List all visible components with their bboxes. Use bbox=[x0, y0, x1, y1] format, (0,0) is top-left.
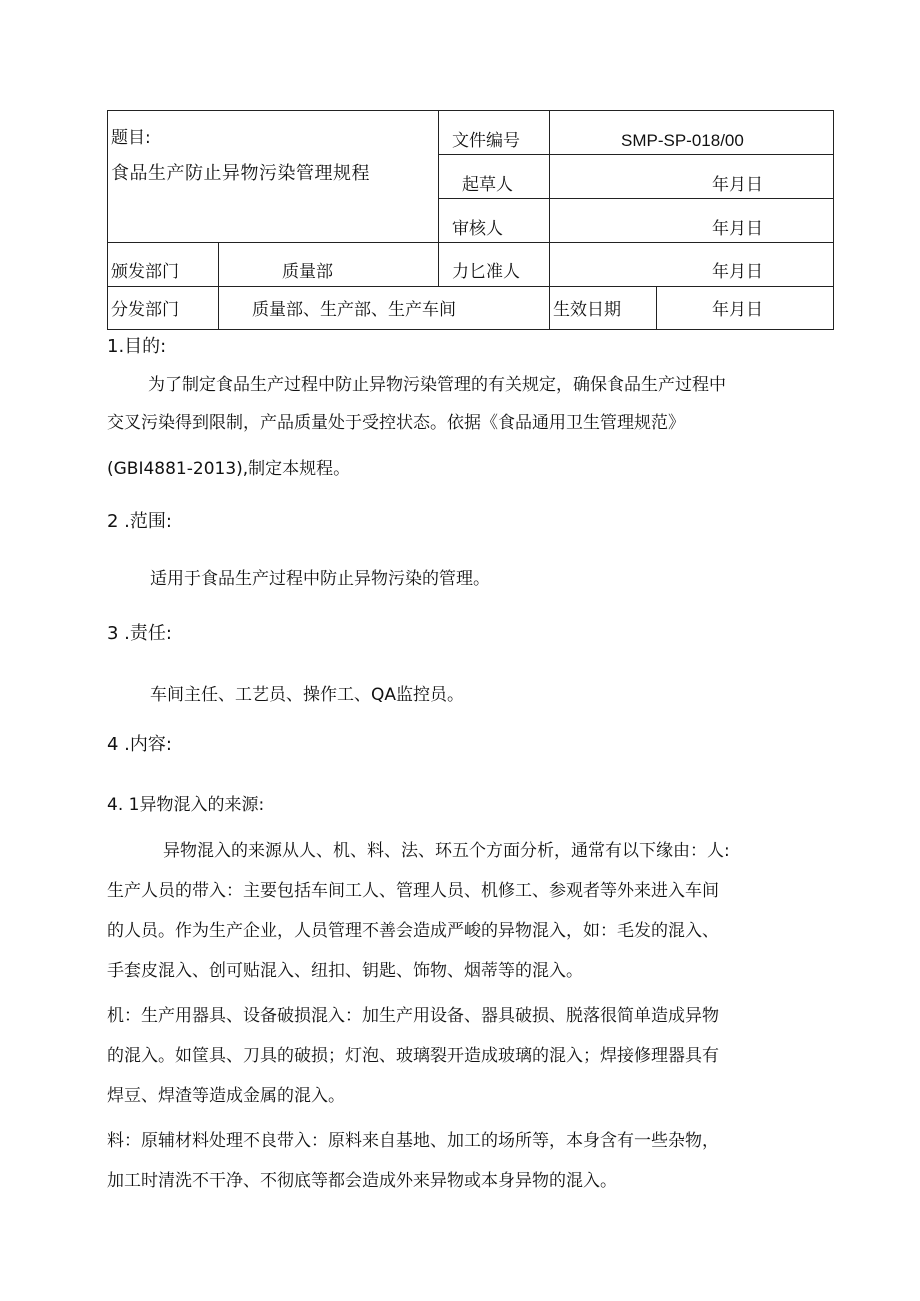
table-rule bbox=[549, 110, 550, 330]
document-title: 食品生产防止异物污染管理规程 bbox=[111, 163, 370, 184]
section-2-heading: 2 .范围: bbox=[107, 511, 172, 532]
approver-label: 力匕准人 bbox=[452, 262, 520, 282]
title-label: 题目: bbox=[111, 128, 151, 148]
doc-number: SMP-SP-018/00 bbox=[621, 131, 744, 150]
paragraph-line: 的人员。作为生产企业，人员管理不善会造成严峻的异物混入，如：毛发的混入、 bbox=[107, 921, 719, 941]
paragraph-line: 加工时清洗不干净、不彻底等都会造成外来异物或本身异物的混入。 bbox=[107, 1171, 617, 1191]
document-header-table bbox=[107, 110, 834, 330]
section-4-1-heading: 4. 1异物混入的来源: bbox=[107, 795, 265, 815]
section-4-heading: 4 .内容: bbox=[107, 734, 172, 755]
section-1-line: (GBI4881-2013),制定本规程。 bbox=[107, 459, 351, 479]
dist-dept-label: 分发部门 bbox=[111, 300, 179, 320]
table-rule bbox=[107, 242, 834, 243]
section-2-text: 适用于食品生产过程中防止异物污染的管理。 bbox=[150, 569, 490, 589]
table-rule bbox=[656, 286, 657, 330]
drafter-date: 年月日 bbox=[712, 175, 763, 195]
drafter-label: 起草人 bbox=[462, 175, 513, 195]
issue-dept-label: 颁发部门 bbox=[111, 262, 179, 282]
section-1-line: 交叉污染得到限制，产品质量处于受控状态。依据《食品通用卫生管理规范》 bbox=[107, 413, 685, 433]
section-1-line: 为了制定食品生产过程中防止异物污染管理的有关规定，确保食品生产过程中 bbox=[148, 375, 726, 395]
paragraph-line: 焊豆、焊渣等造成金属的混入。 bbox=[107, 1086, 345, 1106]
table-rule bbox=[438, 110, 439, 286]
table-border-top bbox=[107, 110, 834, 111]
paragraph-line: 异物混入的来源从人、机、料、法、环五个方面分析，通常有以下缘由：人: bbox=[163, 841, 730, 861]
section-3-heading: 3 .责任: bbox=[107, 623, 172, 644]
table-border-bottom bbox=[107, 329, 834, 330]
table-rule bbox=[218, 242, 219, 330]
doc-number-label: 文件编号 bbox=[452, 131, 520, 151]
paragraph-line: 手套皮混入、创可贴混入、纽扣、钥匙、饰物、烟蒂等的混入。 bbox=[107, 961, 583, 981]
table-border-left bbox=[107, 110, 108, 330]
table-rule bbox=[438, 154, 834, 155]
dist-dept: 质量部、生产部、生产车间 bbox=[252, 300, 456, 320]
issue-dept: 质量部 bbox=[282, 262, 333, 282]
paragraph-line: 料：原辅材料处理不良带入：原料来自基地、加工的场所等，本身含有一些杂物， bbox=[107, 1131, 719, 1151]
paragraph-line: 的混入。如筐具、刀具的破损；灯泡、玻璃裂开造成玻璃的混入；焊接修理器具有 bbox=[107, 1046, 719, 1066]
section-1-heading: 1.目的: bbox=[107, 336, 167, 357]
table-rule bbox=[107, 286, 834, 287]
reviewer-label: 审核人 bbox=[452, 219, 503, 239]
table-rule bbox=[438, 198, 834, 199]
effective-date-label: 生效日期 bbox=[553, 300, 621, 320]
approver-date: 年月日 bbox=[712, 262, 763, 282]
paragraph-line: 机：生产用器具、设备破损混入：加生产用设备、器具破损、脱落很简单造成异物 bbox=[107, 1006, 719, 1026]
table-border-right bbox=[833, 110, 834, 330]
paragraph-line: 生产人员的带入：主要包括车间工人、管理人员、机修工、参观者等外来进入车间 bbox=[107, 881, 719, 901]
reviewer-date: 年月日 bbox=[712, 219, 763, 239]
effective-date: 年月日 bbox=[712, 300, 763, 320]
section-3-text: 车间主任、工艺员、操作工、QA监控员。 bbox=[150, 685, 465, 705]
